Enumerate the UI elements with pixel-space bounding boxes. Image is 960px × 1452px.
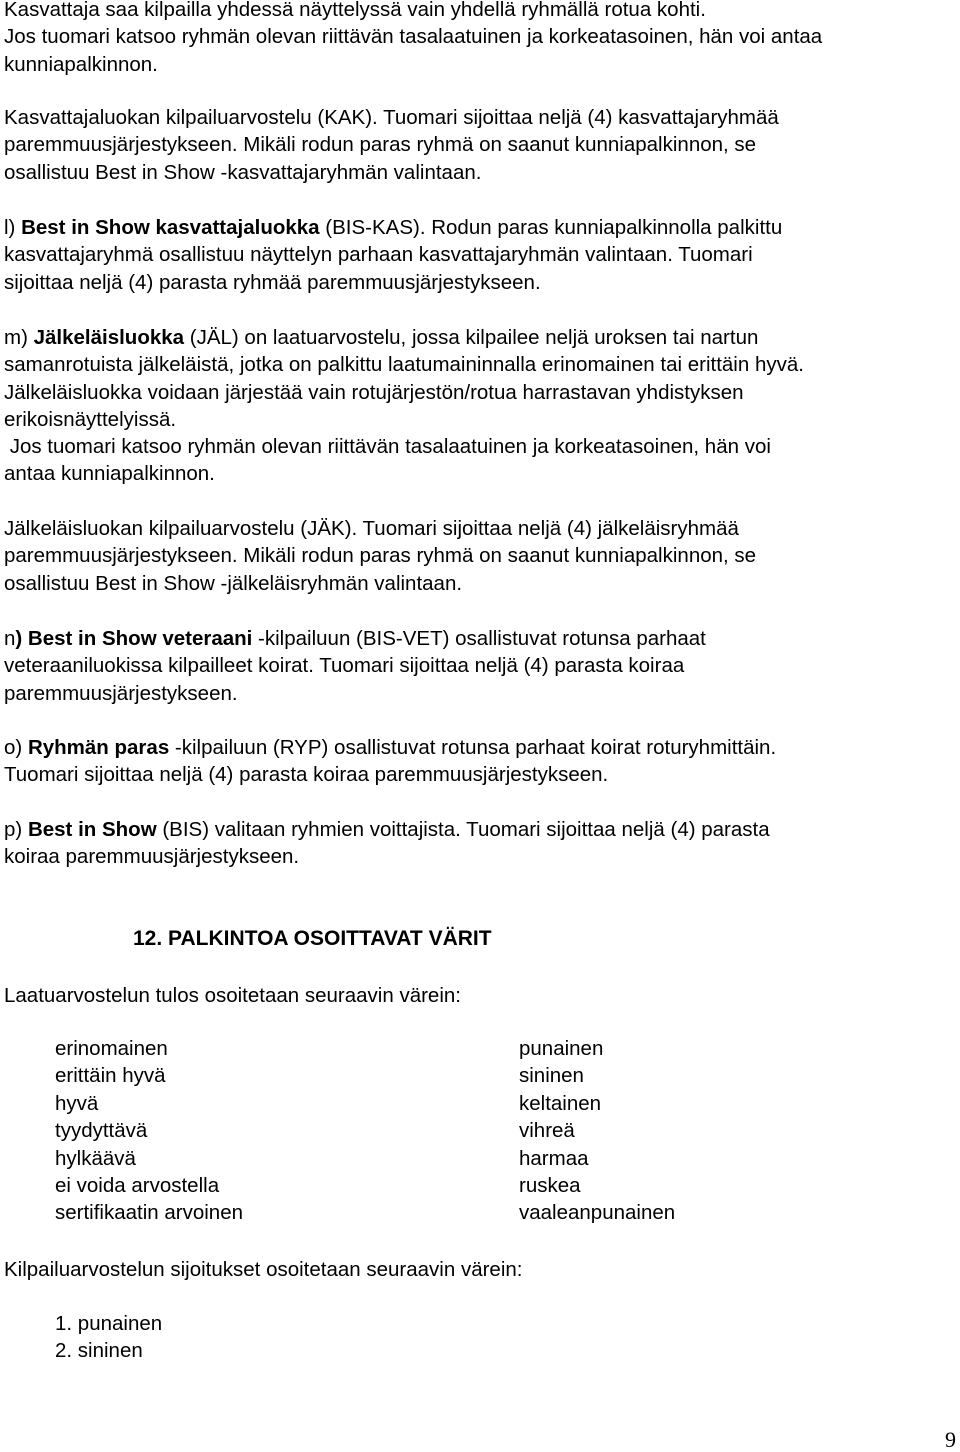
section-heading: 12. PALKINTOA OSOITTAVAT VÄRIT [133, 927, 492, 950]
quality-grade: hylkäävä [55, 1146, 136, 1170]
quality-grade: hyvä [55, 1091, 99, 1115]
text-line: kunniapalkinnon. [4, 52, 158, 76]
section-p-prefix: p) [4, 818, 28, 841]
section-n-prefix: n [4, 627, 16, 650]
text-line: sijoittaa neljä (4) parasta ryhmää paremmuusjärjestykseen. [4, 270, 541, 294]
quality-color: sininen [519, 1064, 584, 1088]
section-l-term: Best in Show kasvattajaluokka [21, 216, 320, 239]
section-p-paragraph [4, 816, 952, 871]
text-line: samanrotuista jälkeläistä, jotka on palkittu laatumaininnalla erinomainen tai erittäin hyvä. [4, 353, 804, 377]
text-line: koiraa paremmuusjärjestykseen. [4, 845, 300, 869]
jak-paragraph [4, 515, 952, 597]
section-p-term: Best in Show [27, 818, 157, 841]
quality-grade: erinomainen [55, 1037, 168, 1060]
intro-paragraph [4, 0, 952, 78]
text-line: Jälkeläisluokka voidaan järjestää vain rotujärjestön/rotua harrastavan yhdistyksen [4, 380, 744, 404]
text-line: kasvattajaryhmä osallistuu näyttelyn parhaan kasvattajaryhmän valintaan. Tuomari [4, 243, 753, 267]
quality-colors-list [519, 1035, 919, 1227]
section-n-paragraph [4, 625, 952, 707]
placement-item: 1. punainen [55, 1312, 163, 1335]
quality-color: keltainen [519, 1091, 602, 1115]
text-line: osallistuu Best in Show -kasvattajaryhmän valintaan. [4, 160, 482, 184]
quality-color: ruskea [519, 1173, 581, 1197]
kak-paragraph [4, 104, 952, 186]
section-m-prefix: m) [4, 326, 34, 349]
quality-color: harmaa [519, 1146, 589, 1170]
text-line [4, 214, 952, 241]
quality-color: punainen [519, 1037, 604, 1060]
section-o-text: -kilpailuun (RYP) osallistuvat rotunsa parhaat koirat roturyhmittäin. [169, 736, 777, 759]
quality-color: vihreä [519, 1119, 575, 1143]
quality-grade: tyydyttävä [55, 1119, 148, 1143]
quality-grade: erittäin hyvä [55, 1064, 166, 1088]
text-line: paremmuusjärjestykseen. [4, 681, 238, 705]
text-line [4, 816, 952, 843]
text-line [4, 324, 952, 351]
text-line: Kasvattajaluokan kilpailuarvostelu (KAK). Tuomari sijoittaa neljä (4) kasvattajaryhmää [4, 106, 779, 129]
page-number: 9 [945, 1427, 956, 1452]
text-line: paremmuusjärjestykseen. Mikäli rodun paras ryhmä on saanut kunniapalkinnon, se [4, 133, 757, 157]
section-n-term: ) Best in Show veteraani [15, 627, 253, 650]
quality-grade: sertifikaatin arvoinen [55, 1201, 244, 1225]
section-o-prefix: o) [4, 736, 28, 759]
section-m-paragraph [4, 324, 952, 488]
text-line: erikoisnäyttelyissä. [4, 407, 177, 431]
section-o-paragraph [4, 734, 952, 789]
text-line [4, 734, 952, 761]
section-l-text: (BIS-KAS). Rodun paras kunniapalkinnolla palkittu [319, 216, 783, 239]
text-line [4, 625, 952, 652]
placement-item: 2. sininen [55, 1339, 143, 1363]
text-line: paremmuusjärjestykseen. Mikäli rodun paras ryhmä on saanut kunniapalkinnon, se [4, 544, 757, 568]
section-m-term: Jälkeläisluokka [33, 326, 185, 349]
section-l-prefix: l) [4, 216, 22, 239]
section-p-text: (BIS) valitaan ryhmien voittajista. Tuomari sijoittaa neljä (4) parasta [156, 818, 770, 841]
section-l-paragraph [4, 214, 952, 296]
placement-intro [4, 1256, 952, 1283]
section-o-term: Ryhmän paras [27, 736, 170, 759]
quality-intro [4, 982, 952, 1009]
text-line: Jos tuomari katsoo ryhmän olevan riittävän tasalaatuinen ja korkeatasoinen, hän voi antaa [4, 25, 823, 49]
text-line: Jälkeläisluokan kilpailuarvostelu (JÄK). Tuomari sijoittaa neljä (4) jälkeläisryhmää [4, 517, 739, 540]
text-line: Jos tuomari katsoo ryhmän olevan riittävän tasalaatuinen ja korkeatasoinen, hän voi [4, 435, 771, 459]
text-line: Laatuarvostelun tulos osoitetaan seuraavin värein: [4, 984, 461, 1007]
quality-grade: ei voida arvostella [55, 1173, 220, 1197]
text-line: veteraaniluokissa kilpailleet koirat. Tuomari sijoittaa neljä (4) parasta koiraa [4, 654, 685, 678]
quality-color: vaaleanpunainen [519, 1201, 676, 1225]
text-line: antaa kunniapalkinnon. [4, 462, 215, 486]
text-line: osallistuu Best in Show -jälkeläisryhmän valintaan. [4, 571, 463, 595]
section-n-text: -kilpailuun (BIS-VET) osallistuvat rotunsa parhaat [252, 627, 706, 650]
section-m-text: (JÄL) on laatuarvostelu, jossa kilpailee neljä uroksen tai nartun [184, 326, 759, 349]
text-line: Tuomari sijoittaa neljä (4) parasta koiraa paremmuusjärjestykseen. [4, 763, 609, 787]
placement-list [55, 1310, 455, 1365]
quality-grades-list [55, 1035, 455, 1227]
text-line: Kilpailuarvostelun sijoitukset osoitetaan seuraavin värein: [4, 1258, 523, 1281]
text-line: Kasvattaja saa kilpailla yhdessä näyttelyssä vain yhdellä ryhmällä rotua kohti. [4, 0, 706, 21]
